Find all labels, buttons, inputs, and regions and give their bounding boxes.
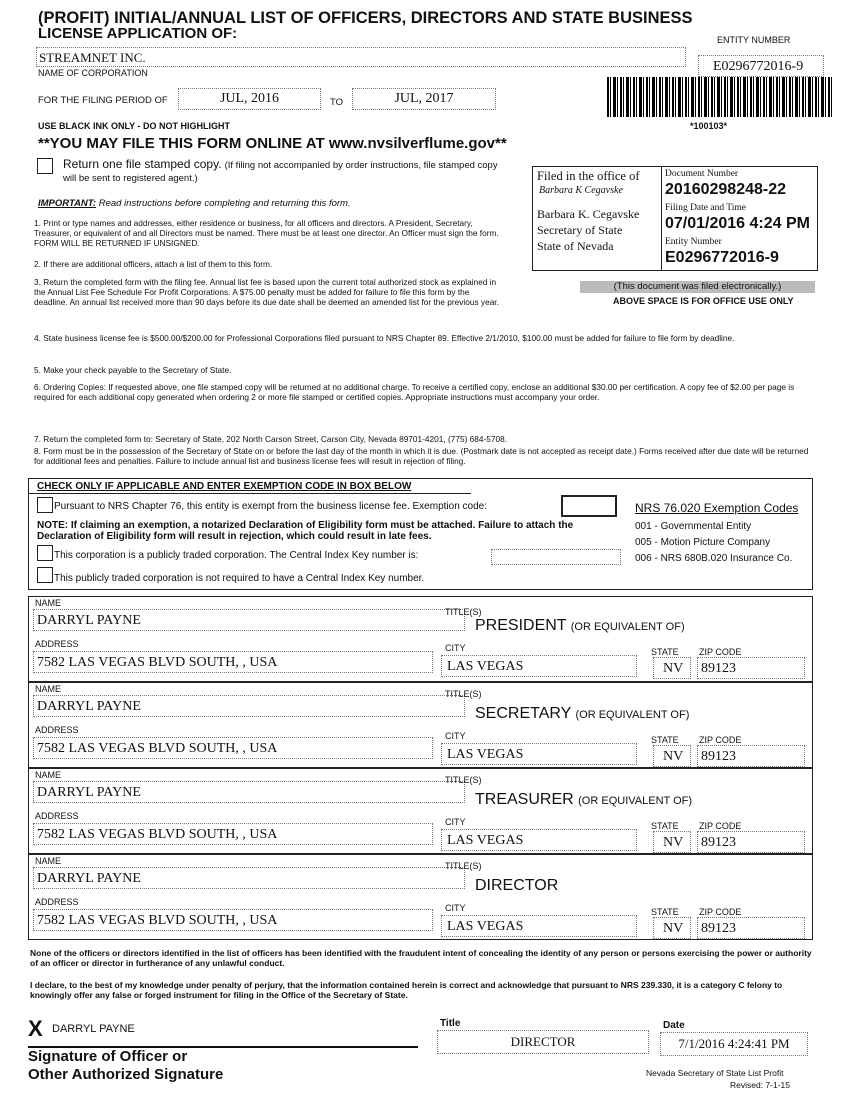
entity-number-field[interactable] xyxy=(698,55,824,77)
exemption-section xyxy=(28,478,813,590)
officer-title: TREASURER xyxy=(475,791,574,808)
officer-city: LAS VEGAS xyxy=(447,919,524,934)
secretary-title: Secretary of State xyxy=(537,223,623,237)
stamp-entity-number-label: Entity Number xyxy=(665,237,722,247)
zip-label: ZIP CODE xyxy=(699,735,742,745)
no-cik-checkbox[interactable] xyxy=(37,567,53,583)
officer-city: LAS VEGAS xyxy=(447,747,524,762)
nrs76-exempt-checkbox[interactable] xyxy=(37,497,53,513)
public-corp-checkbox[interactable] xyxy=(37,545,53,561)
important-text: Read instructions before completing and returning this form. xyxy=(98,198,351,209)
state-label: STATE xyxy=(651,907,679,917)
address-label: ADDRESS xyxy=(35,811,79,821)
titles-label: TITLE(S) xyxy=(445,775,482,785)
barcode-graphic xyxy=(607,77,832,117)
important-line xyxy=(38,198,351,209)
equiv-label: (OR EQUIVALENT OF) xyxy=(575,709,690,721)
officer-block-treasurer xyxy=(28,768,813,854)
office-use-note: ABOVE SPACE IS FOR OFFICE USE ONLY xyxy=(613,296,794,306)
officer-title: PRESIDENT xyxy=(475,617,567,634)
officer-title-line xyxy=(475,617,685,635)
address-label: ADDRESS xyxy=(35,897,79,907)
doc-number: 20160298248-22 xyxy=(665,181,787,198)
entity-number-label: ENTITY NUMBER xyxy=(717,35,791,45)
officer-state: NV xyxy=(663,661,684,676)
instruction-2: 2. If there are additional officers, attach a list of them to this form. xyxy=(34,259,273,269)
instruction-1: 1. Print or type names and addresses, either residence or business, for all officers and directors. A President, Secretary, Treasurer, or equivalent of and all Directors must be named. There must be at least one director. An Officer must sign the form. FORM WILL BE RETURNED IF UNSIGNED. xyxy=(34,218,499,248)
officer-name: DARRYL PAYNE xyxy=(37,699,141,714)
address-label: ADDRESS xyxy=(35,639,79,649)
form-name: Nevada Secretary of State List Profit xyxy=(646,1068,784,1078)
instruction-5: 5. Make your check payable to the Secretary of State. xyxy=(34,365,232,375)
signer-name: DARRYL PAYNE xyxy=(52,1023,135,1035)
officer-state: NV xyxy=(663,749,684,764)
period-from: JUL, 2016 xyxy=(219,91,280,106)
city-label: CITY xyxy=(445,643,466,653)
exemption-codes-title: NRS 76.020 Exemption Codes xyxy=(635,501,799,515)
online-note: **YOU MAY FILE THIS FORM ONLINE AT www.nvsilverflume.gov** xyxy=(38,135,507,152)
name-label: NAME xyxy=(35,598,62,608)
officer-state: NV xyxy=(663,835,684,850)
barcode-text: *100103* xyxy=(690,121,728,131)
stamp-entity-number: E0296772016-9 xyxy=(665,249,779,266)
state-label: STATE xyxy=(651,821,679,831)
secretary-signature: Barbara K Cegavske xyxy=(539,185,623,196)
state-label: STATE xyxy=(651,735,679,745)
fraud-statement: None of the officers or directors identified in the list of officers has been identified with the fraudulent intent of concealing the identity of any person or persons exercising the power or authority of an officer or director in furtherance of any unlawful conduct. xyxy=(30,948,812,968)
return-copy-label: Return one file stamped copy. xyxy=(63,157,222,171)
city-label: CITY xyxy=(445,731,466,741)
signature-date: 7/1/2016 4:24:41 PM xyxy=(678,1036,790,1051)
important-label: IMPORTANT: xyxy=(38,198,97,209)
zip-label: ZIP CODE xyxy=(699,907,742,917)
officer-address: 7582 LAS VEGAS BLVD SOUTH, , USA xyxy=(37,741,278,756)
officer-title: SECRETARY xyxy=(475,705,572,722)
secretary-name: Barbara K. Cegavske xyxy=(537,207,640,221)
zip-label: ZIP CODE xyxy=(699,821,742,831)
officer-title: DIRECTOR xyxy=(475,877,559,894)
officer-zip: 89123 xyxy=(701,661,736,676)
electronic-note: (This document was filed electronically.) xyxy=(580,281,815,293)
signature-x-mark: X xyxy=(28,1016,43,1041)
period-to-field[interactable] xyxy=(352,88,496,110)
signer-title: DIRECTOR xyxy=(510,1034,576,1049)
officer-state: NV xyxy=(663,921,684,936)
signer-title-field[interactable] xyxy=(437,1030,649,1054)
title-label: Title xyxy=(440,1018,461,1029)
form-subtitle: LICENSE APPLICATION OF: xyxy=(38,25,238,42)
entity-number: E0296772016-9 xyxy=(713,59,804,74)
corporation-name-field[interactable] xyxy=(36,47,686,67)
titles-label: TITLE(S) xyxy=(445,689,482,699)
exemption-code-005: 005 - Motion Picture Company xyxy=(635,537,771,548)
officer-zip: 89123 xyxy=(701,835,736,850)
officer-name: DARRYL PAYNE xyxy=(37,785,141,800)
officer-title-line xyxy=(475,705,689,723)
officer-address: 7582 LAS VEGAS BLVD SOUTH, , USA xyxy=(37,655,278,670)
state-name: State of Nevada xyxy=(537,239,614,253)
officer-block-secretary xyxy=(28,682,813,768)
officer-title-line xyxy=(475,791,692,809)
filed-stamp-box xyxy=(532,166,818,271)
exemption-code-001: 001 - Governmental Entity xyxy=(635,521,752,532)
corporation-name-label: NAME OF CORPORATION xyxy=(38,68,148,78)
period-to: JUL, 2017 xyxy=(394,91,454,106)
signature-date-field[interactable] xyxy=(660,1032,808,1056)
equiv-label: (OR EQUIVALENT OF) xyxy=(578,795,693,807)
return-copy-note: (If filing not accompanied by order instructions, file stamped copy will be sent to registered agent.) xyxy=(63,160,498,184)
officer-block-director xyxy=(28,854,813,940)
officer-city: LAS VEGAS xyxy=(447,659,524,674)
name-label: NAME xyxy=(35,856,62,866)
officer-zip: 89123 xyxy=(701,749,736,764)
nrs76-text: Pursuant to NRS Chapter 76, this entity is exempt from the business license fee. Exemption code: xyxy=(54,501,487,512)
declaration: I declare, to the best of my knowledge under penalty of perjury, that the information contained herein is correct and acknowledge that pursuant to NRS 239.330, it is a category C felony to knowingly offer any false or forged instrument for filing in the Office of the Secretary of State. xyxy=(30,980,783,1000)
address-label: ADDRESS xyxy=(35,725,79,735)
officer-address: 7582 LAS VEGAS BLVD SOUTH, , USA xyxy=(37,913,278,928)
exemption-code-box[interactable] xyxy=(561,495,617,517)
doc-number-label: Document Number xyxy=(665,169,739,179)
revised-date: Revised: 7-1-15 xyxy=(730,1080,791,1090)
public-corp-text: This corporation is a publicly traded corporation. The Central Index Key number is: xyxy=(54,550,419,561)
signature-label-2: Other Authorized Signature xyxy=(28,1066,224,1083)
titles-label: TITLE(S) xyxy=(445,861,482,871)
city-label: CITY xyxy=(445,903,466,913)
exemption-heading: CHECK ONLY IF APPLICABLE AND ENTER EXEMPTION CODE IN BOX BELOW xyxy=(37,481,412,492)
state-label: STATE xyxy=(651,647,679,657)
signature-label-1: Signature of Officer or xyxy=(28,1048,188,1065)
officer-name: DARRYL PAYNE xyxy=(37,871,141,886)
corporation-name: STREAMNET INC. xyxy=(39,50,146,65)
instruction-3: 3. Return the completed form with the filing fee. Annual list fee is based upon the current total authorized stock as explained in the Annual List Fee Schedule For Profit Corporations. A $75.00 penalty must be added for failure to file this form by the deadline. An annual list received more than 90 days before its due date shall be deemed an amended list for the previous year. xyxy=(34,277,499,307)
zip-label: ZIP CODE xyxy=(699,647,742,657)
city-label: CITY xyxy=(445,817,466,827)
to-label: TO xyxy=(330,97,344,108)
no-cik-text: This publicly traded corporation is not required to have a Central Index Key number. xyxy=(54,573,425,584)
filing-date-label: Filing Date and Time xyxy=(665,203,747,213)
period-from-field[interactable] xyxy=(178,88,321,110)
instruction-8: 8. Form must be in the possession of the Secretary of State on or before the last day of the month in which it is due. (Postmark date is not accepted as receipt date.) Forms received after due date will be returned for additional fees and penalties. Failure to include annual list and business license fees will result in rejection of filing. xyxy=(34,446,809,466)
cik-number-field[interactable] xyxy=(491,549,621,565)
ink-note: USE BLACK INK ONLY - DO NOT HIGHLIGHT xyxy=(38,121,231,131)
officer-city: LAS VEGAS xyxy=(447,833,524,848)
officer-zip: 89123 xyxy=(701,921,736,936)
date-label: Date xyxy=(663,1020,685,1031)
filing-period-label: FOR THE FILING PERIOD OF xyxy=(38,95,168,106)
exemption-code-006: 006 - NRS 680B.020 Insurance Co. xyxy=(635,553,793,564)
officer-address: 7582 LAS VEGAS BLVD SOUTH, , USA xyxy=(37,827,278,842)
name-label: NAME xyxy=(35,770,62,780)
instruction-4: 4. State business license fee is $500.00/$200.00 for Professional Corporations filed pursuant to NRS Chapter 89. Effective 2/1/2010, $100.00 must be added for failure to file form by deadline. xyxy=(34,333,735,343)
titles-label: TITLE(S) xyxy=(445,607,482,617)
instruction-6: 6. Ordering Copies: If requested above, one file stamped copy will be returned at no additional charge. To receive a certified copy, enclose an additional $30.00 per certification. A copy fee of $2.00 per page is required for each additional copy generated when ordering 2 or more file stamped or certified copies. Appropriate instructions must accompany your order. xyxy=(34,382,795,402)
officer-name: DARRYL PAYNE xyxy=(37,613,141,628)
exemption-note: NOTE: If claiming an exemption, a notarized Declaration of Eligibility form must be attached. Failure to attach the Declaration of Eligibility form will result in rejection, which could result in late fees. xyxy=(37,520,574,542)
filed-in-label: Filed in the office of xyxy=(537,169,640,183)
instruction-7: 7. Return the completed form to: Secretary of State, 202 North Carson Street, Carson City, Nevada 89701-4201, (775) 684-5708. xyxy=(34,434,508,444)
filing-date: 07/01/2016 4:24 PM xyxy=(665,215,810,232)
officer-block-president xyxy=(28,596,813,682)
return-copy-checkbox[interactable] xyxy=(37,158,53,174)
return-copy-text xyxy=(63,158,508,185)
equiv-label: (OR EQUIVALENT OF) xyxy=(570,621,685,633)
name-label: NAME xyxy=(35,684,62,694)
form-title: (PROFIT) INITIAL/ANNUAL LIST OF OFFICERS, DIRECTORS AND STATE BUSINESS xyxy=(38,9,693,27)
